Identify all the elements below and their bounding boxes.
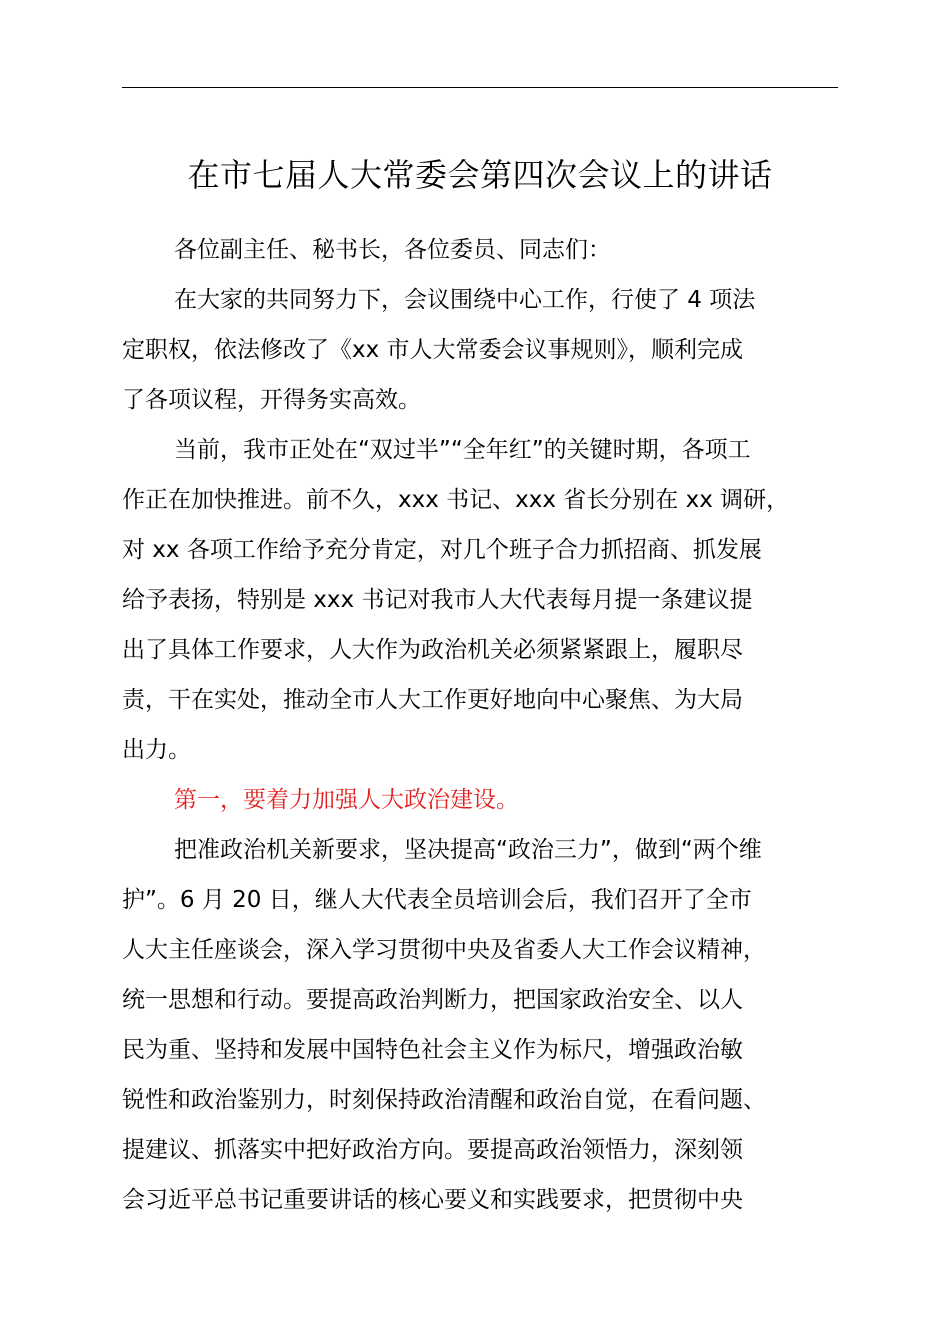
paragraph-line: 把准政治机关新要求，坚决提高“政治三力”，做到“两个维 xyxy=(174,837,762,863)
paragraph-line: 人大主任座谈会，深入学习贯彻中央及省委人大工作会议精神， xyxy=(122,937,766,963)
paragraph-line: 了各项议程，开得务实高效。 xyxy=(122,387,421,413)
paragraph-line: 统一思想和行动。要提高政治判断力，把国家政治安全、以人 xyxy=(122,987,743,1013)
paragraph-line: 提建议、抓落实中把好政治方向。要提高政治领悟力，深刻领 xyxy=(122,1137,743,1163)
document-title: 在市七届人大常委会第四次会议上的讲话 xyxy=(187,156,773,194)
document-body xyxy=(122,225,842,1225)
paragraph-line: 民为重、坚持和发展中国特色社会主义作为标尺，增强政治敏 xyxy=(122,1037,743,1063)
paragraph-line: 责，干在实处，推动全市人大工作更好地向中心聚焦、为大局 xyxy=(122,687,743,713)
paragraph-line: 护”。6 月 20 日，继人大代表全员培训会后，我们召开了全市 xyxy=(122,887,752,913)
paragraph-line: 在大家的共同努力下，会议围绕中心工作，行使了 4 项法 xyxy=(174,287,756,313)
paragraph-line: 作正在加快推进。前不久，xxx 书记、xxx 省长分别在 xx 调研， xyxy=(122,487,790,513)
paragraph-line: 对 xx 各项工作给予充分肯定，对几个班子合力抓招商、抓发展 xyxy=(122,537,762,563)
paragraph-line: 定职权，依法修改了《xx 市人大常委会议事规则》，顺利完成 xyxy=(122,337,744,363)
paragraph-line: 给予表扬，特别是 xxx 书记对我市人大代表每月提一条建议提 xyxy=(122,587,753,613)
section-heading: 第一，要着力加强人大政治建设。 xyxy=(174,787,519,813)
paragraph-line: 锐性和政治鉴别力，时刻保持政治清醒和政治自觉，在看问题、 xyxy=(122,1087,766,1113)
salutation-line: 各位副主任、秘书长，各位委员、同志们： xyxy=(174,237,611,263)
paragraph-line: 出力。 xyxy=(122,737,191,763)
paragraph-line: 出了具体工作要求，人大作为政治机关必须紧紧跟上，履职尽 xyxy=(122,637,743,663)
paragraph-line: 当前，我市正处在“双过半”“全年红”的关键时期，各项工 xyxy=(174,437,751,463)
paragraph-line: 会习近平总书记重要讲话的核心要义和实践要求，把贯彻中央 xyxy=(122,1187,743,1213)
header-rule xyxy=(122,87,838,88)
